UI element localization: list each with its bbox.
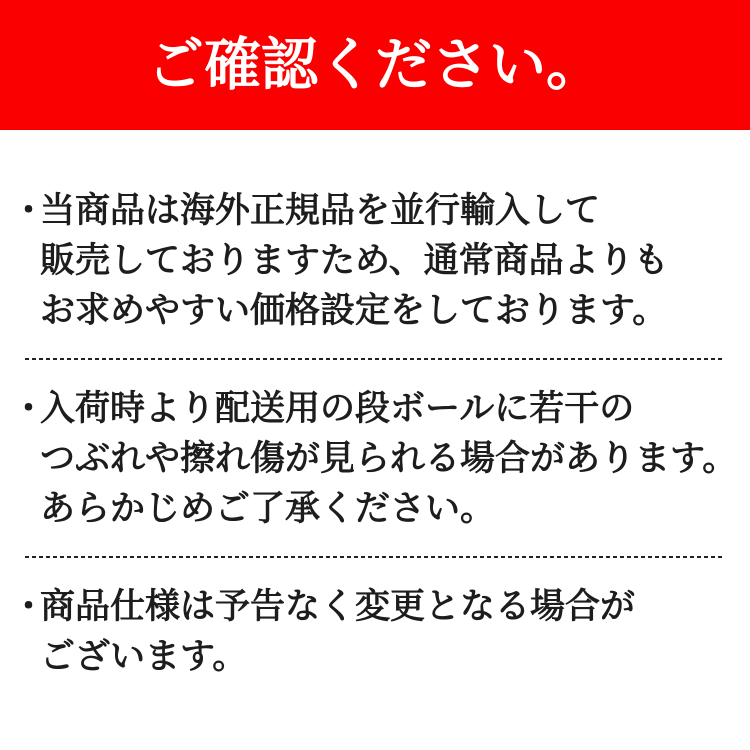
notice-line: 販売しておりますため、通常商品よりも xyxy=(40,241,669,280)
bullet-icon: ・ xyxy=(11,587,47,626)
notice-line: つぶれや擦れ傷が見られる場合があります。 xyxy=(40,439,738,478)
notice-item-box-damage xyxy=(11,384,738,534)
notice-line: ございます。 xyxy=(40,637,248,676)
notice-line: あらかじめご了承ください。 xyxy=(40,489,496,528)
notice-item-spec-change xyxy=(11,582,725,682)
notice-content xyxy=(0,130,750,682)
banner-title: ご確認ください。 xyxy=(147,32,603,97)
dashed-divider xyxy=(25,556,725,558)
notice-line: 入荷時より配送用の段ボールに若干の xyxy=(40,389,635,428)
notice-line: 当商品は海外正規品を並行輸入して xyxy=(40,191,601,230)
notice-banner xyxy=(0,0,750,130)
notice-item-parallel-import xyxy=(11,186,725,336)
notice-line: お求めやすい価格設定をしております。 xyxy=(40,291,668,330)
dashed-divider xyxy=(25,358,725,360)
bullet-icon: ・ xyxy=(11,191,47,230)
bullet-icon: ・ xyxy=(11,389,47,428)
notice-line: 商品仕様は予告なく変更となる場合が xyxy=(40,587,636,626)
